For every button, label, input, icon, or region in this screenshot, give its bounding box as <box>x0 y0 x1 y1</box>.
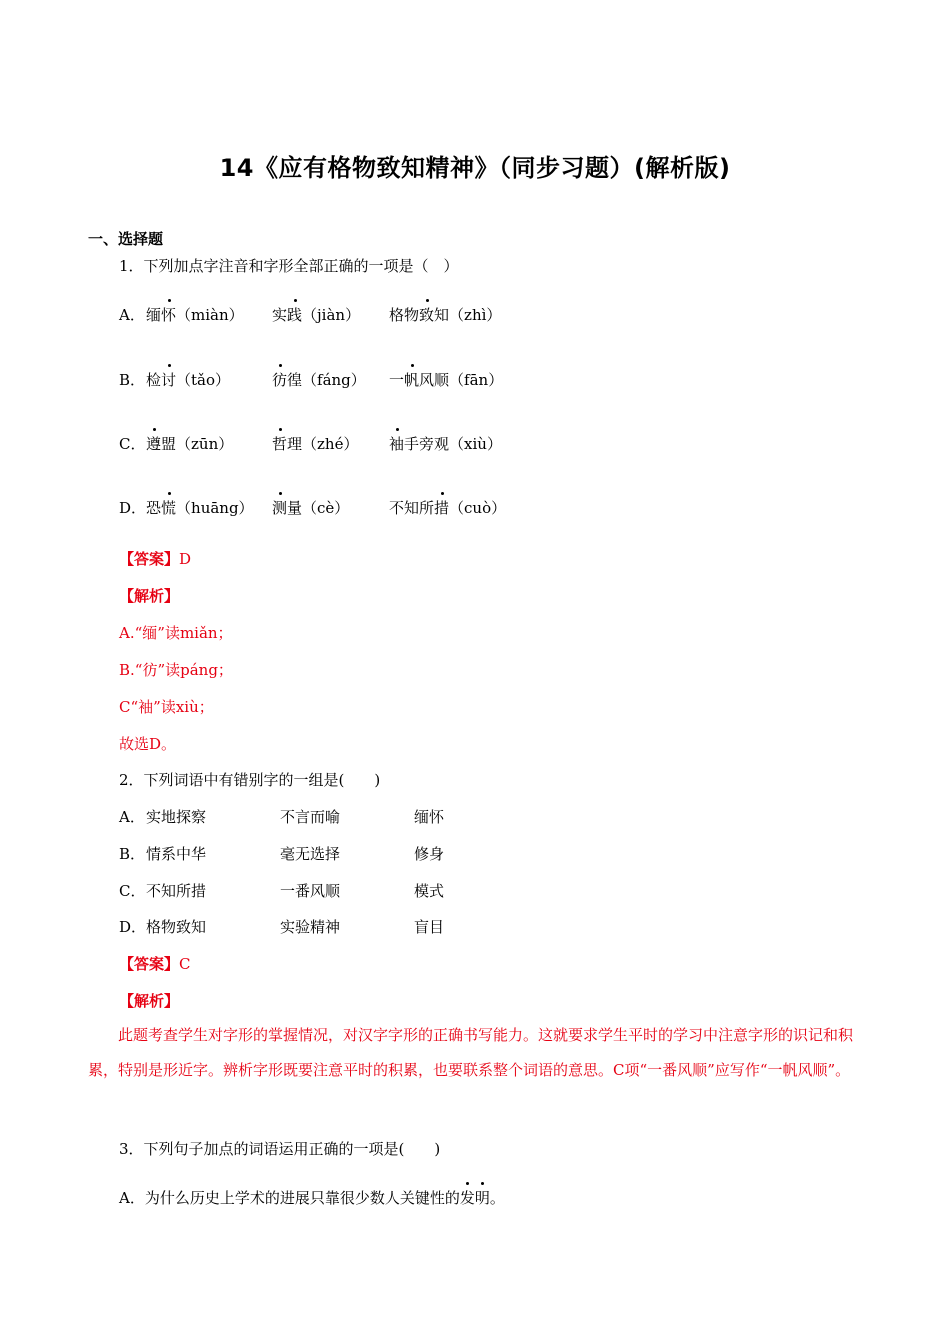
word-prefix: 缅 <box>146 306 162 324</box>
word-prefix: 检 <box>146 371 162 389</box>
analysis-tag: 【解析】 <box>119 992 180 1010</box>
dotted-char: 哲 <box>272 435 288 453</box>
option-item <box>389 304 501 325</box>
answer-1 <box>119 548 191 569</box>
option-label: D． <box>119 918 147 936</box>
pinyin: （tǎo） <box>176 371 231 389</box>
word-prefix: 格物 <box>389 306 420 324</box>
option-word: 实验精神 <box>280 918 341 936</box>
word-prefix: 不知所 <box>389 499 435 517</box>
dotted-char: 遵 <box>146 435 162 453</box>
word-suffix: 理 <box>287 435 303 453</box>
word-prefix: 一 <box>389 371 405 389</box>
analysis-line: C“袖”读xiù； <box>119 698 214 716</box>
analysis-line: A.“缅”读miǎn； <box>119 624 233 642</box>
section-heading: 一、选择题 <box>88 230 164 248</box>
option-label: A． <box>119 808 145 826</box>
option-word: 缅怀 <box>414 808 445 826</box>
answer-value: C <box>179 955 191 973</box>
option-item <box>272 433 358 454</box>
word-prefix: 恐 <box>146 499 162 517</box>
dotted-char: 怀 <box>161 306 177 324</box>
dotted-char: 彷 <box>272 371 288 389</box>
analysis-line: 故选D。 <box>119 735 177 753</box>
option-item <box>146 304 244 325</box>
pinyin: （cuò） <box>449 499 507 517</box>
option-word: 不知所措 <box>146 882 207 900</box>
option-word: 实地探察 <box>146 808 207 826</box>
page-title: 14《应有格物致知精神》（同步习题）(解析版) <box>219 154 731 182</box>
option-item <box>389 433 502 454</box>
option-item <box>146 369 230 390</box>
pinyin: （zhé） <box>302 435 359 453</box>
option-item <box>146 433 233 454</box>
option-label: A． <box>119 306 145 324</box>
option-item <box>146 497 254 518</box>
option-word: 盲目 <box>414 918 445 936</box>
analysis-line: B.“彷”读páng； <box>119 661 233 679</box>
option-label: C． <box>119 882 146 900</box>
dotted-char: 帆 <box>404 371 420 389</box>
option-end: 。 <box>489 1189 505 1207</box>
dotted-char: 致 <box>419 306 435 324</box>
pinyin: （zhì） <box>449 306 502 324</box>
pinyin: （fān） <box>449 371 504 389</box>
dotted-char: 践 <box>287 306 303 324</box>
option-item <box>272 497 349 518</box>
option-item <box>272 304 360 325</box>
question-1-stem: 1．下列加点字注音和字形全部正确的一项是（ ） <box>119 257 459 275</box>
option-word: 模式 <box>414 882 445 900</box>
word-suffix: 知 <box>434 306 450 324</box>
question-3-option-a <box>119 1187 505 1208</box>
pinyin: （xiù） <box>449 435 502 453</box>
pinyin: （jiàn） <box>302 306 361 324</box>
analysis-tag: 【解析】 <box>119 587 180 605</box>
word-suffix: 手旁观 <box>404 435 450 453</box>
option-word: 格物致知 <box>146 918 207 936</box>
option-item <box>389 369 503 390</box>
question-3-stem: 3．下列句子加点的词语运用正确的一项是( ) <box>119 1140 441 1158</box>
option-word: 毫无选择 <box>280 845 341 863</box>
question-2-stem: 2．下列词语中有错别字的一组是( ) <box>119 771 381 789</box>
option-word: 情系中华 <box>146 845 207 863</box>
pinyin: （cè） <box>302 499 350 517</box>
option-item <box>272 369 366 390</box>
answer-value: D <box>179 550 192 568</box>
analysis-paragraph: 此题考查学生对字形的掌握情况，对汉字字形的正确书写能力。这就要求学生平时的学习中注意字形的识记和积累，特别是形近字。辨析字形既要注意平时的积累，也要联系整个词语的意思。C项“一番风顺”应写作“一帆风顺”。 <box>88 1026 854 1079</box>
word-prefix: 实 <box>272 306 288 324</box>
option-word: 不言而喻 <box>280 808 341 826</box>
word-suffix: 盟 <box>161 435 177 453</box>
dotted-char: 袖 <box>389 435 405 453</box>
option-label: C． <box>119 435 146 453</box>
answer-2 <box>119 953 191 974</box>
pinyin: （miàn） <box>176 306 244 324</box>
answer-tag: 【答案】 <box>119 955 180 973</box>
dotted-char: 发 <box>459 1189 475 1207</box>
pinyin: （zūn） <box>176 435 234 453</box>
option-word: 一番风顺 <box>280 882 341 900</box>
option-word: 修身 <box>414 845 445 863</box>
option-label: B． <box>119 371 146 389</box>
word-suffix: 量 <box>287 499 303 517</box>
option-text: 为什么历史上学术的进展只靠很少数人关键性的 <box>144 1189 460 1207</box>
word-suffix: 徨 <box>287 371 303 389</box>
answer-tag: 【答案】 <box>119 550 180 568</box>
pinyin: （huāng） <box>176 499 254 517</box>
word-suffix: 风顺 <box>419 371 450 389</box>
pinyin: （fáng） <box>302 371 366 389</box>
option-item <box>389 497 506 518</box>
dotted-char: 明 <box>474 1189 490 1207</box>
dotted-char: 慌 <box>161 499 177 517</box>
option-label: A． <box>119 1189 145 1207</box>
dotted-char: 措 <box>434 499 450 517</box>
dotted-char: 讨 <box>161 371 177 389</box>
option-label: D． <box>119 499 147 517</box>
option-label: B． <box>119 845 146 863</box>
dotted-char: 测 <box>272 499 288 517</box>
